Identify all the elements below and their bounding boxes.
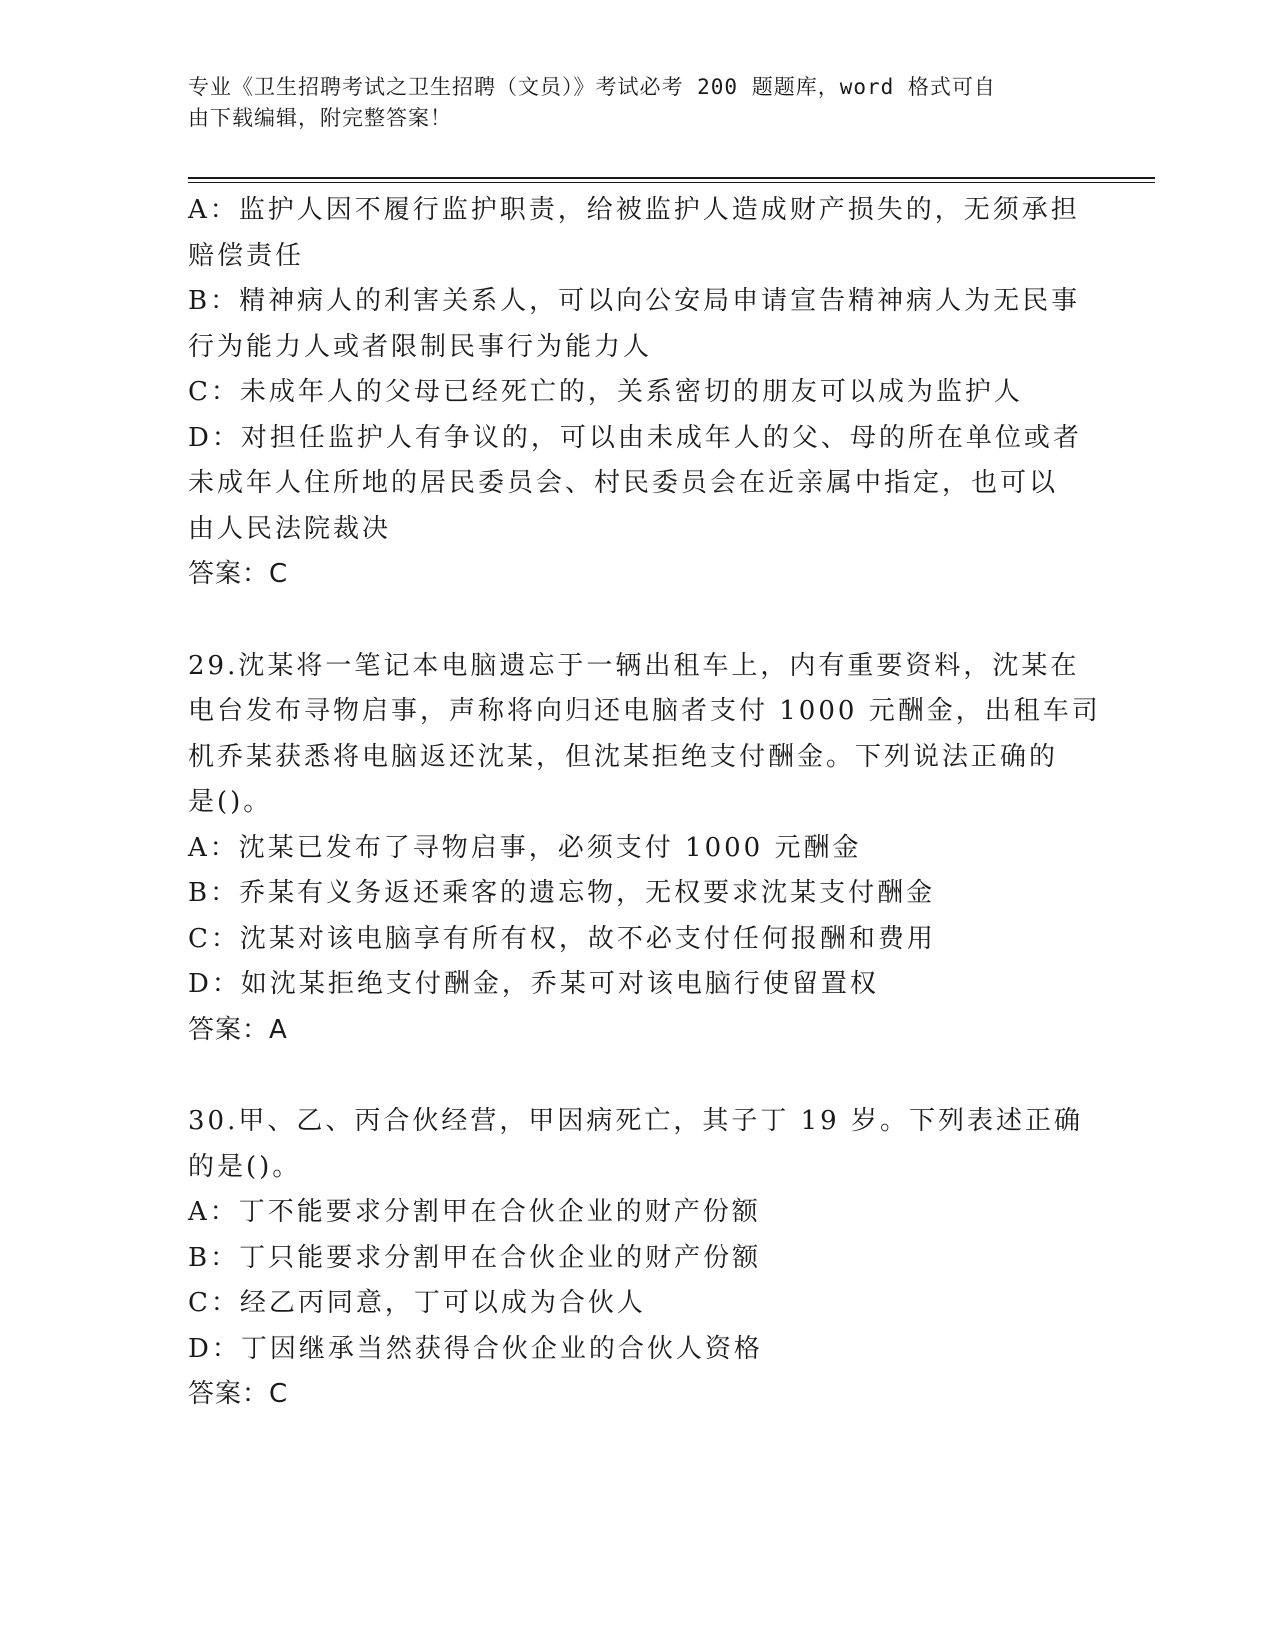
option-a-line: A：监护人因不履行监护职责，给被监护人造成财产损失的，无须承担 [188, 195, 1080, 225]
option-b-line: B：精神病人的利害关系人，可以向公安局申请宣告精神病人为无民事 [188, 286, 1081, 316]
spacer [188, 1053, 1088, 1099]
question-29 [188, 644, 1101, 1054]
option-d-line: D：对担任监护人有争议的，可以由未成年人的父、母的所在单位或者 [188, 422, 1082, 453]
option-b-line: B：乔某有义务返还乘客的遗忘物，无权要求沈某支付酬金 [188, 878, 936, 908]
question-stem-line: 30.甲、乙、丙合伙经营，甲因病死亡，其子丁 19 岁。下列表述正确 [188, 1106, 1083, 1136]
question-stem-line: 是()。 [188, 787, 273, 817]
question-stem-line: 电台发布寻物启事，声称将向归还电脑者支付 1000 元酬金，出租车司 [188, 696, 1101, 726]
option-a-line: A：丁不能要求分割甲在合伙企业的财产份额 [188, 1197, 761, 1227]
option-c-line: C：经乙丙同意，丁可以成为合伙人 [188, 1288, 646, 1318]
question-stem-line: 的是()。 [188, 1151, 302, 1182]
question-stem-line: 29.沈某将一笔记本电脑遗忘于一辆出租车上，内有重要资料，沈某在 [188, 650, 1080, 681]
option-d-line: D：如沈某拒绝支付酬金，乔某可对该电脑行使留置权 [188, 969, 879, 999]
answer-line: 答案：C [188, 1379, 289, 1409]
document-header [188, 72, 1088, 134]
document-body [188, 188, 1101, 1418]
header-line: 由下载编辑，附完整答案！ [188, 106, 452, 130]
option-b-line: B：丁只能要求分割甲在合伙企业的财产份额 [188, 1242, 762, 1273]
question-30 [188, 1099, 1088, 1418]
header-divider-thin [188, 182, 1155, 183]
option-a-line: 赔偿责任 [188, 240, 305, 271]
option-d-line: D：丁因继承当然获得合伙企业的合伙人资格 [188, 1333, 763, 1364]
option-d-line: 未成年人住所地的居民委员会、村民委员会在近亲属中指定，也可以 [188, 468, 1059, 498]
option-c-line: C：沈某对该电脑享有所有权，故不必支付任何报酬和费用 [188, 923, 936, 954]
option-a-line: A：沈某已发布了寻物启事，必须支付 1000 元酬金 [188, 832, 862, 863]
spacer [188, 598, 1088, 644]
question-28 [188, 188, 1088, 598]
option-c-line: C：未成年人的父母已经死亡的，关系密切的朋友可以成为监护人 [188, 377, 1023, 407]
answer-line: 答案：C [188, 559, 289, 589]
header-divider-thick [188, 177, 1155, 179]
option-b-line: 行为能力人或者限制民事行为能力人 [188, 331, 653, 362]
header-line: 专业《卫生招聘考试之卫生招聘（文员）》考试必考 200 题题库，word 格式可自 [188, 75, 996, 99]
question-stem-line: 机乔某获悉将电脑返还沈某，但沈某拒绝支付酬金。下列说法正确的 [188, 741, 1059, 772]
option-d-line: 由人民法院裁决 [188, 513, 392, 544]
answer-line: 答案：A [188, 1014, 288, 1045]
